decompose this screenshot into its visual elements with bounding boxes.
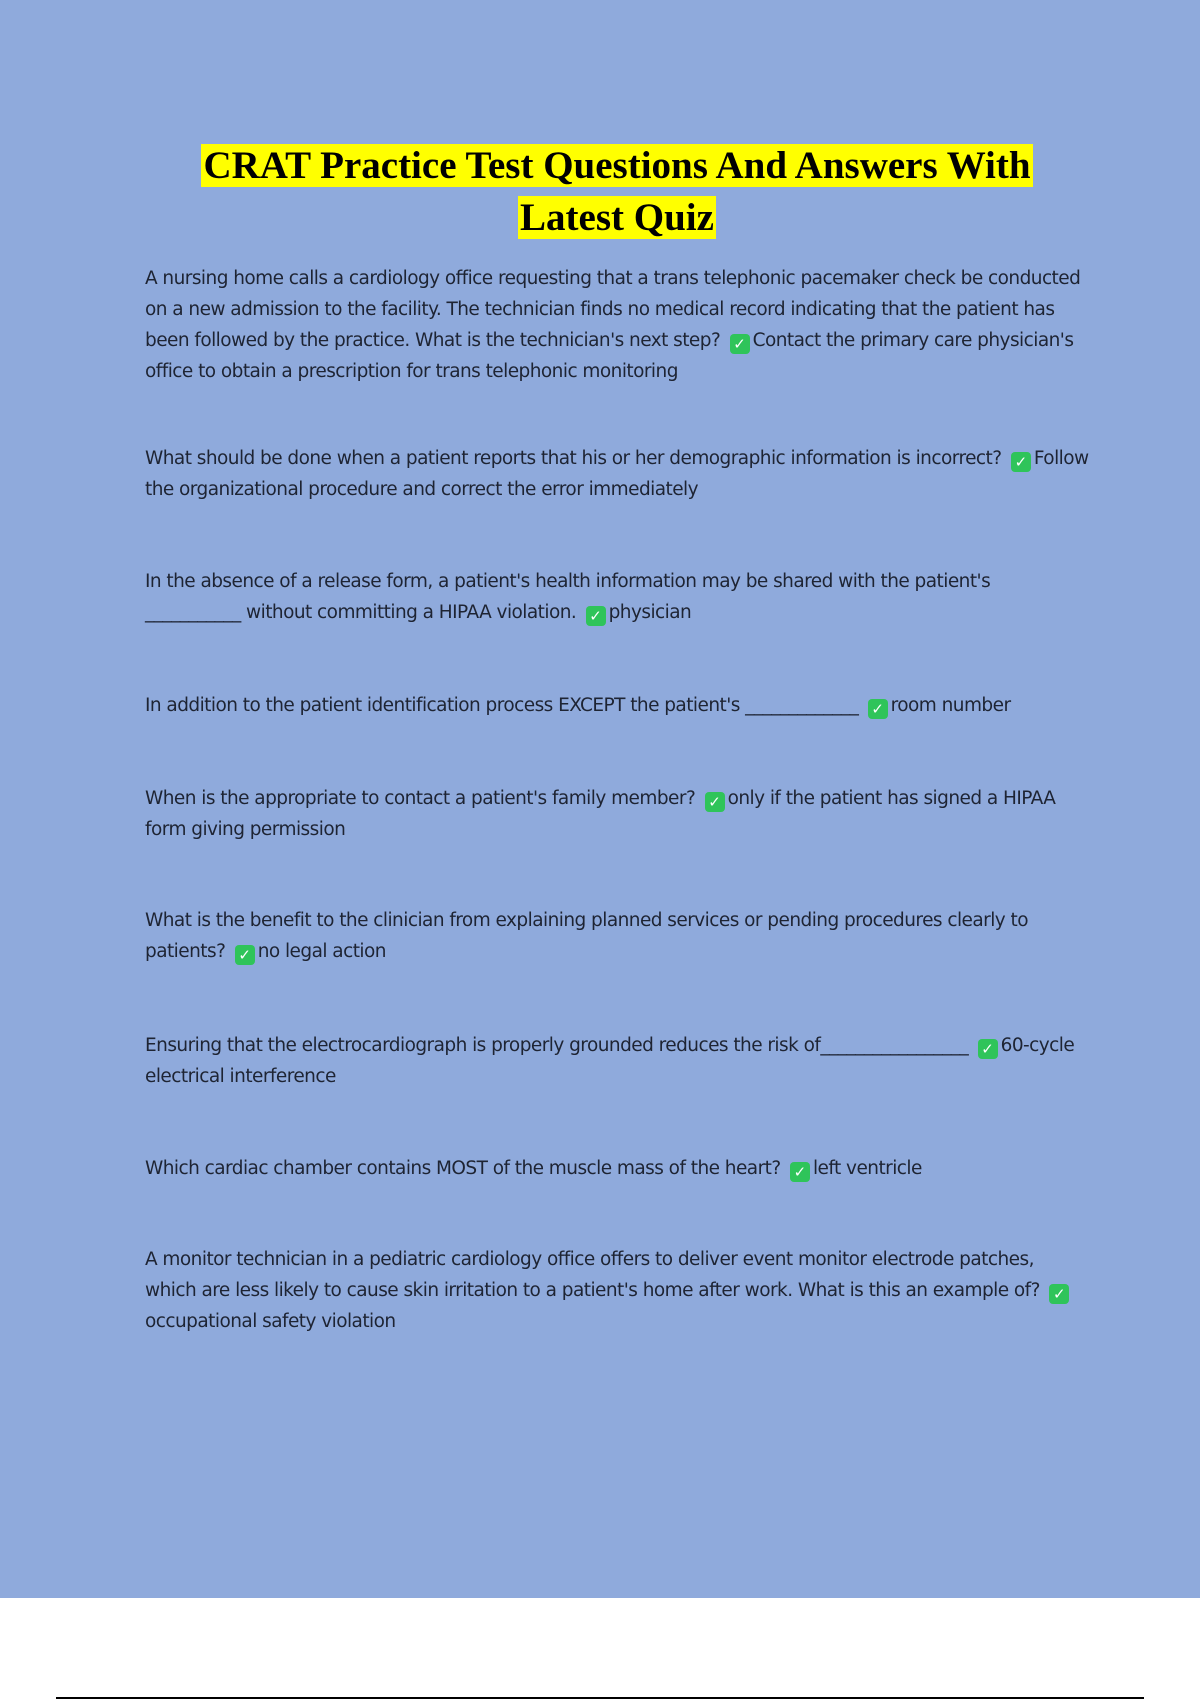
question-text: Ensuring that the electrocardiograph is properly grounded reduces the risk of_________________ [145, 1035, 969, 1056]
question-text: In the absence of a release form, a patient's health information may be shared with the patient's ___________ without committing a HIPAA violation. [145, 571, 991, 623]
qa-item [145, 566, 1090, 628]
check-mark-icon: ✓ [1049, 1284, 1069, 1304]
qa-item [145, 783, 1090, 845]
answer-text: left ventricle [812, 1158, 922, 1179]
qa-item [145, 1030, 1090, 1092]
answer-text: Contact the primary care physician's office to obtain a prescription for trans telephonic monitoring [145, 330, 1074, 382]
question-text: In addition to the patient identification process EXCEPT the patient's _____________ [145, 695, 859, 716]
answer-text: Follow the organizational procedure and correct the error immediately [145, 448, 1089, 500]
check-mark-icon: ✓ [586, 606, 606, 626]
qa-item [145, 263, 1090, 387]
question-text: What is the benefit to the clinician from explaining planned services or pending procedures clearly to patients? [145, 910, 1028, 962]
answer-text: 60-cycle electrical interference [145, 1035, 1075, 1087]
check-mark-icon: ✓ [1011, 452, 1031, 472]
check-mark-icon: ✓ [868, 699, 888, 719]
check-mark-icon: ✓ [235, 945, 255, 965]
qa-item [145, 443, 1090, 505]
question-text: A nursing home calls a cardiology office requesting that a trans telephonic pacemaker check be conducted on a new admission to the facility. The technician finds no medical record indicating that the patient has been followed by the practice. What is the technician's next step? [145, 268, 1081, 351]
question-text: Which cardiac chamber contains MOST of the muscle mass of the heart? [145, 1158, 781, 1179]
question-text: When is the appropriate to contact a patient's family member? [145, 788, 696, 809]
title-line-1: CRAT Practice Test Questions And Answers With [203, 144, 1031, 187]
qa-item [145, 1244, 1090, 1337]
qa-item [145, 905, 1090, 967]
check-mark-icon: ✓ [790, 1162, 810, 1182]
footer-divider [56, 1697, 1144, 1699]
answer-text: no legal action [257, 941, 386, 962]
question-text: What should be done when a patient reports that his or her demographic information is incorrect? [145, 448, 1002, 469]
check-mark-icon: ✓ [705, 792, 725, 812]
answer-text: only if the patient has signed a HIPAA form giving permission [145, 788, 1056, 840]
answer-text: occupational safety violation [145, 1311, 396, 1332]
question-text: A monitor technician in a pediatric cardiology office offers to deliver event monitor electrode patches, which are less likely to cause skin irritation to a patient's home after work. What is this an example of? [145, 1249, 1040, 1301]
qa-item [145, 690, 1090, 721]
page-title [120, 140, 1114, 244]
qa-item [145, 1153, 1090, 1184]
check-mark-icon: ✓ [730, 334, 750, 354]
answer-text: physician [608, 602, 692, 623]
answer-text: room number [890, 695, 1011, 716]
check-mark-icon: ✓ [978, 1039, 998, 1059]
title-line-2: Latest Quiz [520, 196, 714, 239]
